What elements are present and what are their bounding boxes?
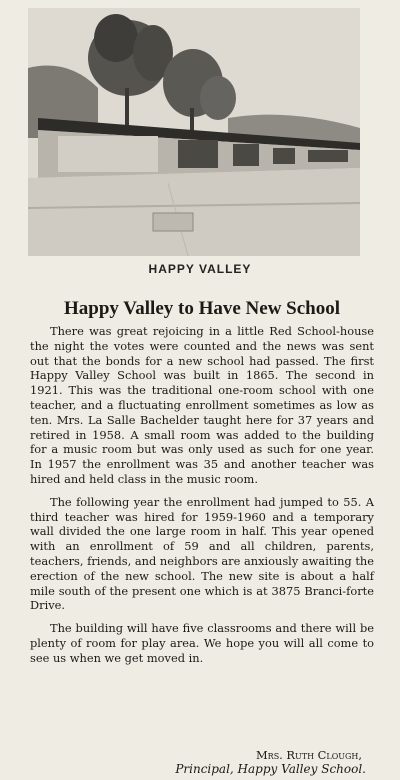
school-illustration: [28, 8, 360, 256]
image-caption: HAPPY VALLEY: [148, 262, 252, 276]
article-body: [30, 324, 374, 666]
signature-name: [256, 748, 362, 762]
article-headline: Happy Valley to Have New School: [63, 298, 341, 319]
signature-name-text: Mrs. Ruth Clough,: [256, 748, 362, 762]
paragraph-1: There was great rejoicing in a little Red School-house the night the votes were counted and the news was sent out that the bonds for a new school had passed. The first Happy Valley School was built in 1865. The second in 1921. This was the traditional one-room school with one teacher, and a fluctuating enrollment sometimes as low as ten. Mrs. La Salle Bachelder taught here for 37 years and retired in 1958. A small room was added to the building for a music room but was only used as such for one year. In 1957 the enrollment was 35 and another teacher was hired and held class in the music room.: [30, 324, 374, 486]
paragraph-3: The building will have five classrooms and there will be plenty of room for play area. We hope you will all come to see us when we get moved in.: [30, 621, 374, 665]
signature-title: Principal, Happy Valley School.: [175, 762, 366, 776]
school-sketch-image: [28, 8, 360, 256]
paragraph-2: The following year the enrollment had jumped to 55. A third teacher was hired for 1959-1960 and a temporary wall divided the one large room in half. This year opened with an enrollment of 59 and all children, parents, teachers, friends, and neighbors are anxiously awaiting the erection of the new school. The new site is about a half mile south of the present one which is at 3875 Branci-forte Drive.: [30, 494, 374, 613]
